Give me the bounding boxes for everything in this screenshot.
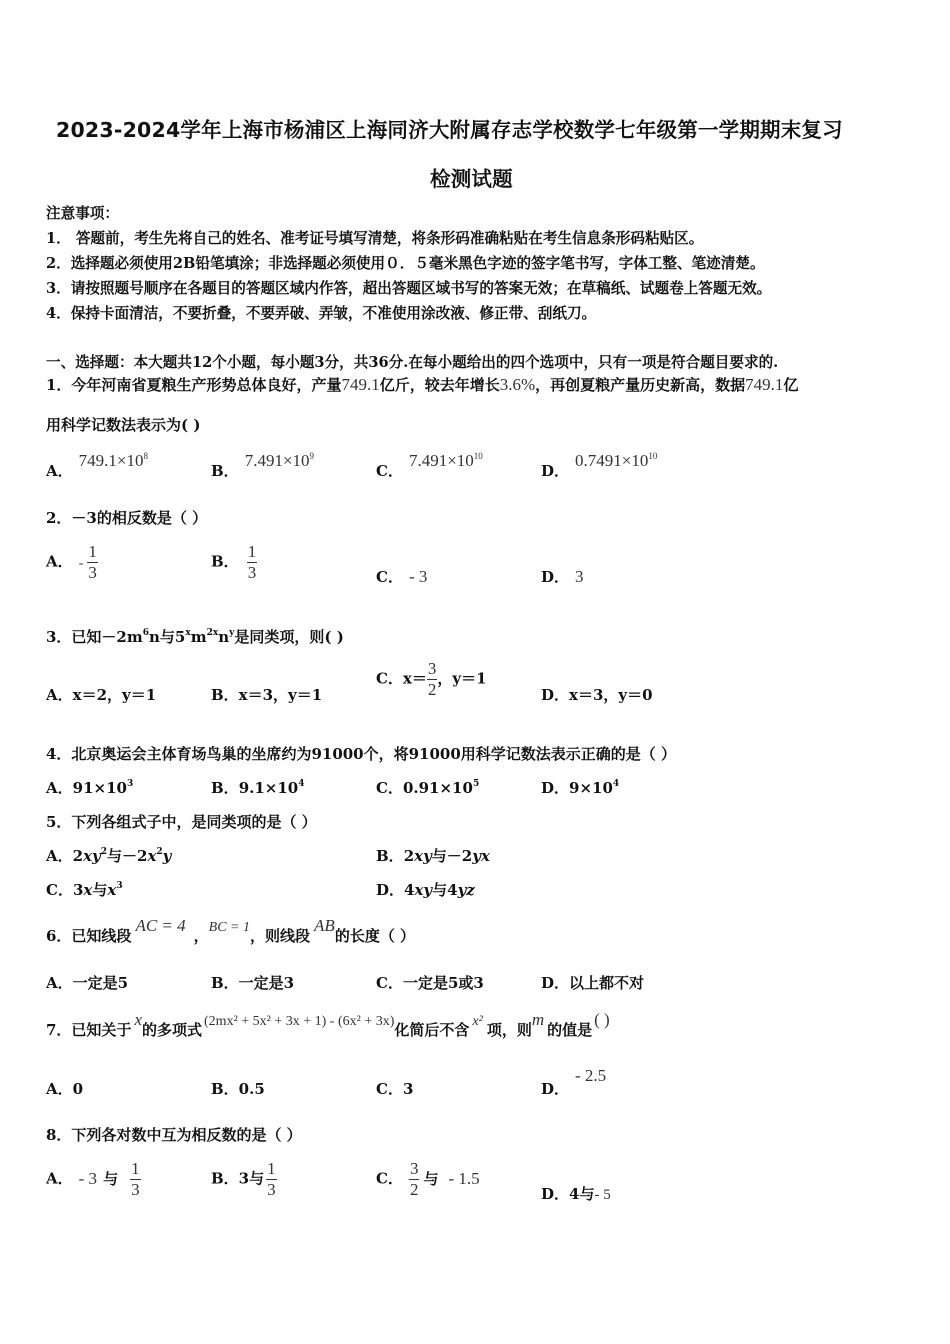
q8-option-d[interactable] [541, 1183, 611, 1204]
q1-text: ，再创夏粮产量历史新高，数据 [535, 376, 746, 394]
option-value: - 1.5 [448, 1168, 480, 1188]
option-text: 与 [103, 1169, 119, 1188]
option-value: 749.1×10 [78, 451, 144, 470]
q8-option-a[interactable] [46, 1159, 141, 1200]
q4-option-c[interactable] [376, 777, 479, 798]
q7-math: m [531, 1010, 545, 1029]
q1-text: 亿斤，较去年增长 [379, 376, 500, 394]
q7-text: 项，则 [486, 1021, 532, 1039]
q8-option-b[interactable] [211, 1159, 277, 1200]
notes-header: 注意事项： [46, 205, 119, 222]
q1-option-d[interactable] [541, 450, 658, 480]
option-value: 7.491×10 [408, 451, 474, 470]
option-label: A． [46, 462, 73, 480]
option-value: - 5 [594, 1187, 611, 1203]
option-exponent: 9 [309, 451, 315, 461]
option-sign: - [78, 555, 84, 571]
option-value: 91×10 [72, 779, 127, 797]
option-label: A． [46, 552, 73, 571]
q2-option-d[interactable] [541, 566, 584, 587]
option-label: D．4与 [541, 1185, 595, 1203]
option-label: B． [211, 779, 239, 797]
q6-text: 的长度（ ） [334, 927, 416, 945]
q2-option-c[interactable] [376, 566, 427, 587]
q3-option-a[interactable]: A．x＝2，y＝1 [46, 686, 157, 704]
option-value: - 2.5 [575, 1066, 607, 1085]
q4-option-b[interactable] [211, 777, 305, 798]
q6-text: ， [193, 927, 209, 945]
q6-option-a[interactable]: A．一定是5 [46, 974, 129, 992]
option-term: 与4 [432, 881, 458, 899]
option-exponent: 4 [298, 779, 305, 789]
q1-option-b[interactable] [211, 450, 315, 480]
option-label: B． [376, 847, 404, 865]
option-text: ，y＝1 [437, 669, 487, 688]
q7-option-d[interactable] [541, 1065, 607, 1098]
fraction-numerator: 1 [131, 1159, 140, 1178]
option-term: x [147, 847, 157, 865]
q5-option-b[interactable] [376, 845, 490, 866]
q5-option-a[interactable] [46, 845, 171, 866]
option-term: x [107, 881, 117, 899]
option-exponent: 3 [126, 779, 134, 789]
fraction-denominator: 3 [88, 563, 97, 582]
option-exponent: 10 [648, 451, 658, 461]
q1-option-c[interactable] [376, 450, 483, 480]
q5-option-d[interactable] [376, 879, 475, 900]
q4-option-a[interactable] [46, 777, 133, 798]
option-label: C． [376, 462, 403, 480]
exponent: 2 [156, 847, 163, 857]
option-term: xy [83, 847, 101, 865]
note-item: 3．请按照题号顺序在各题目的答题区域内作答，超出答题区域书写的答案无效；在草稿纸、试题卷上答题无效。 [46, 280, 772, 297]
option-value: 0.7491×10 [575, 451, 649, 470]
note-item: 4．保持卡面清洁，不要折叠，不要弄破、弄皱，不准使用涂改液、修正带、刮纸刀。 [46, 305, 597, 322]
q7-option-c[interactable]: C．3 [376, 1080, 414, 1098]
option-label: B．3与 [211, 1169, 265, 1188]
q7-text: 的多项式 [142, 1021, 203, 1039]
option-term: xy [414, 881, 433, 899]
q3-option-d[interactable]: D．x＝3，y＝0 [541, 686, 653, 704]
page-title: 2023-2024学年上海市杨浦区上海同济大附属存志学校数学七年级第一学期期末复习 [56, 118, 843, 142]
q7-math: x² [472, 1014, 483, 1029]
q4-option-d[interactable] [541, 777, 619, 798]
exponent: x [185, 628, 191, 638]
option-label: A． [46, 779, 73, 797]
q6-math: BC = 1 [208, 920, 251, 935]
fraction-numerator: 3 [427, 659, 437, 678]
q6-option-c[interactable]: C．一定是5或3 [376, 974, 484, 992]
q3-text: m [190, 628, 207, 646]
option-label: B． [211, 462, 239, 480]
exponent: 2 [100, 847, 108, 857]
q2-option-b[interactable] [211, 542, 257, 583]
q7-option-a[interactable]: A．0 [46, 1080, 84, 1098]
q7-text: 化简后不含 [394, 1021, 470, 1039]
q3-text: n与5 [149, 628, 186, 646]
option-term: xy [414, 847, 432, 865]
fraction-numerator: 1 [267, 1159, 276, 1178]
question-4-stem: 4．北京奥运会主体育场鸟巢的坐席约为91000个，将91000用科学记数法表示正确的是（ ） [46, 745, 677, 763]
option-label: A． [46, 1169, 73, 1188]
q7-text: 7．已知关于 [46, 1021, 132, 1039]
fraction-denominator: 2 [427, 680, 437, 699]
option-label: D． [541, 568, 570, 586]
option-label: D． [541, 1080, 570, 1098]
option-term: 2 [72, 847, 84, 865]
option-term: 与 [92, 881, 108, 899]
question-1-line2: 用科学记数法表示为( ) [46, 416, 201, 434]
option-term: yx [472, 847, 490, 865]
option-term: 3 [72, 881, 84, 899]
option-label: A． [46, 847, 73, 865]
option-value: - 3 [408, 567, 428, 586]
q1-value: 749.1 [341, 375, 380, 394]
q5-option-c[interactable] [46, 879, 123, 900]
option-term: yz [457, 881, 475, 899]
fraction-denominator: 3 [131, 1180, 140, 1199]
page-title-line2: 检测试题 [430, 167, 513, 191]
option-label: D． [541, 462, 570, 480]
option-label: C． [46, 881, 73, 899]
fraction-numerator: 1 [88, 542, 97, 561]
q8-option-c[interactable] [376, 1159, 480, 1200]
fraction-numerator: 1 [247, 542, 257, 561]
q1-text: 1．今年河南省夏粮生产形势总体良好，产量 [46, 376, 342, 394]
q6-math: AB [314, 916, 335, 935]
q7-polynomial: (2mx² + 5x² + 3x + 1) - (6x² + 3x) [204, 1014, 395, 1029]
q7-answer-blank: ( ) [594, 1010, 610, 1029]
q1-option-a[interactable] [46, 450, 148, 480]
option-label: C． [376, 779, 403, 797]
option-label: C． [376, 568, 403, 586]
q6-text: ，则线段 [250, 927, 311, 945]
fraction-numerator: 3 [409, 1159, 419, 1178]
q2-option-a[interactable] [46, 542, 98, 583]
option-term: y [162, 847, 172, 865]
option-value: 9×10 [569, 779, 613, 797]
q6-text: 6．已知线段 [46, 927, 132, 945]
option-value: 9.1×10 [238, 779, 299, 797]
question-1-stem [46, 374, 798, 395]
option-term: 与－2 [107, 847, 148, 865]
q3-option-c[interactable] [376, 659, 487, 700]
option-value: - 3 [78, 1168, 98, 1188]
q7-text: 的值是 [547, 1021, 593, 1039]
option-label: B． [211, 552, 239, 571]
q1-value: 749.1 [745, 375, 784, 394]
question-6-stem [46, 915, 416, 945]
note-item: 1． 答题前，考生先将自己的姓名、准考证号填写清楚，将条形码准确粘贴在考生信息条形码粘贴区。 [46, 230, 704, 247]
q3-option-b[interactable]: B．x＝3，y＝1 [211, 686, 323, 704]
option-term: 4 [404, 881, 415, 899]
q7-option-b[interactable]: B．0.5 [211, 1080, 265, 1098]
question-7-stem [46, 1009, 610, 1039]
fraction-denominator: 3 [247, 563, 257, 582]
option-value: 3 [575, 567, 584, 586]
q3-text: 是同类项，则( ) [234, 628, 344, 646]
option-label: D． [541, 779, 570, 797]
option-label: D． [376, 881, 405, 899]
q3-text: n [218, 628, 230, 646]
q6-option-d[interactable]: D．以上都不对 [541, 974, 645, 992]
question-8-stem: 8．下列各对数中互为相反数的是（ ） [46, 1126, 302, 1144]
option-term: 与－2 [431, 847, 473, 865]
section-heading: 一、选择题：本大题共12个小题，每小题3分，共36分.在每小题给出的四个选项中，只有一项是符合题目要求的. [46, 354, 779, 371]
q7-math: x [134, 1010, 142, 1029]
option-term: x [83, 881, 93, 899]
option-exponent: 5 [472, 779, 480, 789]
q6-option-b[interactable]: B．一定是3 [211, 974, 295, 992]
question-5-stem: 5．下列各组式子中，是同类项的是（ ） [46, 813, 317, 831]
exponent: 6 [142, 628, 150, 638]
option-exponent: 8 [143, 451, 148, 461]
option-text: C．x＝ [376, 669, 427, 688]
q6-math: AC = 4 [135, 916, 186, 935]
option-exponent: 10 [473, 451, 483, 461]
option-value: 0.91×10 [402, 779, 473, 797]
fraction-denominator: 3 [267, 1180, 276, 1199]
option-exponent: 4 [612, 779, 620, 789]
q1-percent: 3.6% [499, 375, 536, 394]
question-2-stem: 2．－3的相反数是（ ） [46, 509, 208, 527]
exponent: 3 [116, 881, 123, 891]
exponent: 2x [206, 628, 219, 638]
option-term: 2 [403, 847, 415, 865]
q3-text: 3．已知－2m [46, 628, 143, 646]
fraction-denominator: 2 [409, 1180, 419, 1199]
option-text: 与 [423, 1169, 439, 1188]
option-label: C． [376, 1169, 403, 1188]
question-3-stem [46, 626, 344, 647]
note-item: 2．选择题必须使用2B铅笔填涂；非选择题必须使用０．５毫米黑色字迹的签字笔书写，字体工整、笔迹清楚。 [46, 255, 765, 272]
q1-text: 亿 [783, 376, 799, 394]
option-value: 7.491×10 [244, 451, 310, 470]
exponent: y [229, 628, 235, 638]
